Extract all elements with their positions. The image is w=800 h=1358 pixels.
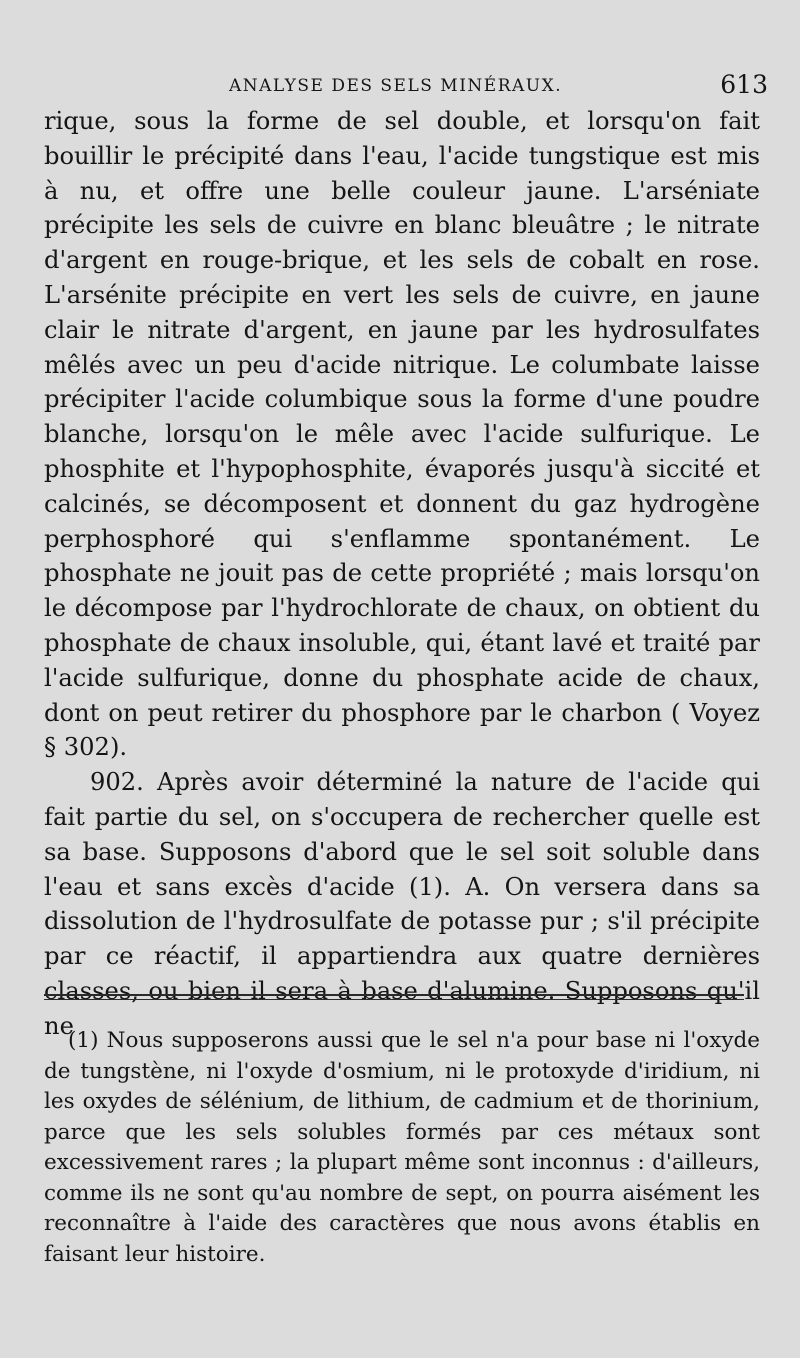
- page-number: 613: [720, 70, 768, 99]
- paragraph: rique, sous la forme de sel double, et lorsqu'on fait bouillir le précipité dans l'eau, l'acide tungstique est mis à nu, et offre une belle couleur jaune. L'arséniate précipite les sels de cuivre en blanc bleuâtre ; le nitrate d'argent en rouge-brique, et les sels de cobalt en rose. L'arsénite précipite en vert les sels de cuivre, en jaune clair le nitrate d'argent, en jaune par les hydrosulfates mêlés avec un peu d'acide nitrique. Le columbate laisse précipiter l'acide columbique sous la forme d'une poudre blanche, lorsqu'on le mêle avec l'acide sulfurique. Le phosphite et l'hypophosphite, évaporés jusqu'à siccité et calcinés, se décomposent et donnent du gaz hydrogène perphosphoré qui s'enflamme spontanément. Le phosphate ne jouit pas de cette propriété ; mais lorsqu'on le décompose par l'hydrochlorate de chaux, on obtient du phosphate de chaux insoluble, qui, étant lavé et traité par l'acide sulfurique, donne du phosphate acide de chaux, dont on peut retirer du phosphore par le charbon ( Voyez § 302).: [44, 107, 760, 762]
- page-header: [44, 70, 768, 102]
- footnote: (1) Nous supposerons aussi que le sel n'a pour base ni l'oxyde de tungstène, ni l'oxyde d'osmium, ni le protoxyde d'iridium, ni les oxydes de sélénium, de lithium, de cadmium et de thorinium, parce que les sels solubles formés par ces métaux sont excessivement rares ; la plupart même sont inconnus : d'ailleurs, comme ils ne sont qu'au nombre de sept, on pourra aisément les reconnaître à l'aide des caractères que nous avons établis en faisant leur histoire.: [44, 1028, 760, 1267]
- running-title: ANALYSE DES SELS MINÉRAUX.: [229, 76, 563, 96]
- footnote-divider: [44, 994, 744, 996]
- main-text: [44, 104, 760, 1044]
- footnote-divider-thin: [44, 999, 744, 1000]
- paragraph: 902. Après avoir déterminé la nature de l'acide qui fait partie du sel, on s'occupera de rechercher quelle est sa base. Supposons d'abord que le sel soit soluble dans l'eau et sans excès d'acide (1). A. On versera dans sa dissolution de l'hydrosulfate de potasse pur ; s'il précipite par ce réactif, il appartiendra aux quatre dernières classes, ou bien il sera à base d'alumine. Supposons qu'il ne: [44, 768, 760, 1040]
